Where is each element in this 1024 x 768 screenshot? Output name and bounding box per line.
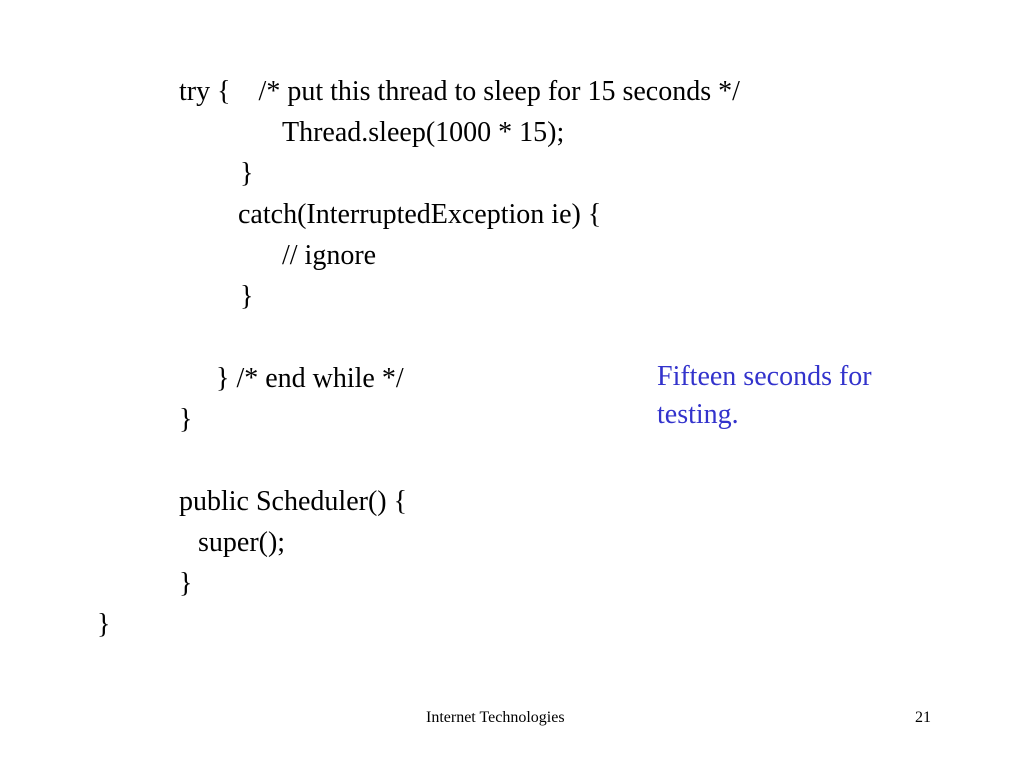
code-line-thread-sleep: Thread.sleep(1000 * 15);: [282, 117, 565, 148]
footer-title: Internet Technologies: [426, 709, 565, 726]
code-line-end-while: } /* end while */: [216, 363, 404, 394]
code-line-try: try { /* put this thread to sleep for 15 seconds */: [179, 76, 740, 107]
annotation-line-1: Fifteen seconds for: [657, 361, 872, 392]
page-number: 21: [915, 709, 931, 726]
code-line-close-catch: }: [240, 281, 254, 312]
code-line-super: super();: [198, 527, 286, 558]
code-line-close-class: }: [97, 609, 111, 640]
code-line-close-method: }: [179, 404, 193, 435]
code-line-close-try: }: [240, 158, 254, 189]
code-line-constructor: public Scheduler() {: [179, 486, 408, 517]
annotation-line-2: testing.: [657, 399, 739, 430]
annotation-note: [657, 358, 957, 434]
code-line-catch: catch(InterruptedException ie) {: [238, 199, 602, 230]
code-line-close-constructor: }: [179, 568, 193, 599]
code-line-comment-ignore: // ignore: [282, 240, 377, 271]
